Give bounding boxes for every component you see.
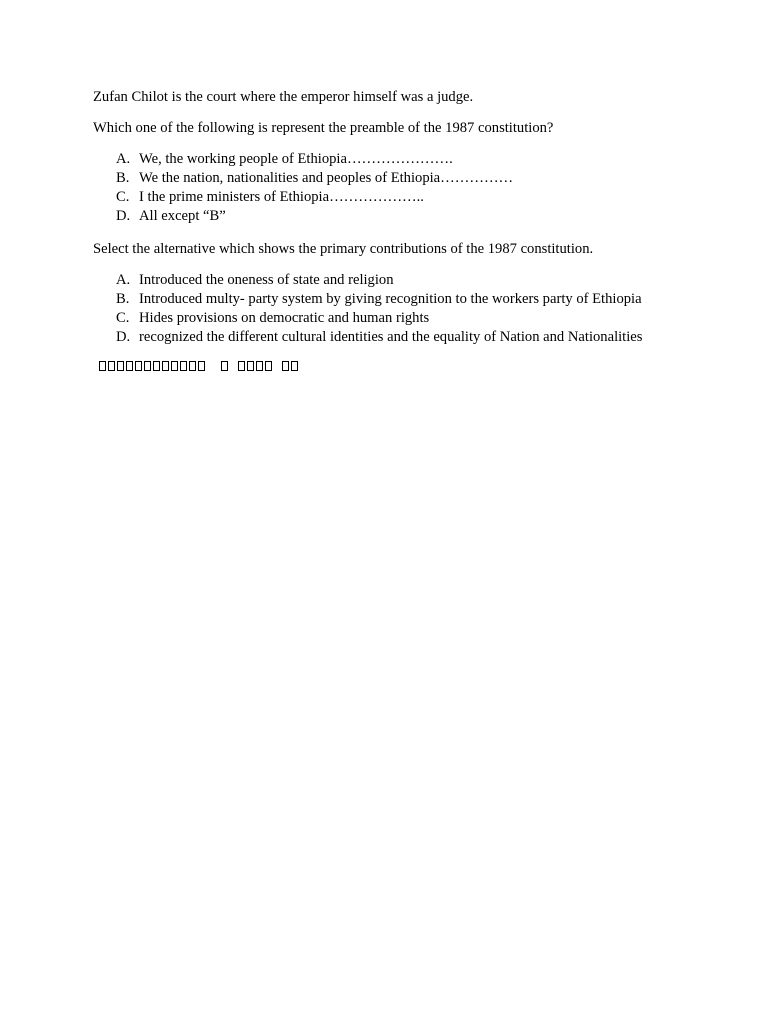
list-item [116,290,642,309]
option-letter: B. [116,170,130,186]
unrendered-glyph-line [99,361,300,371]
missing-glyph-box [265,361,272,371]
option-text: We, the working people of Ethiopia…………………. [139,151,453,167]
option-text: recognized the different cultural identities and the equality of Nation and Nationalities [139,329,643,345]
option-text: Introduced the oneness of state and religion [139,272,394,288]
missing-glyph-box [171,361,178,371]
missing-glyph-box [180,361,187,371]
missing-glyph-box [135,361,142,371]
missing-glyph-box [256,361,263,371]
list-item [116,271,642,290]
missing-glyph-box [291,361,298,371]
option-letter: C. [116,189,130,205]
option-letter: A. [116,272,131,288]
list-item [116,150,513,169]
missing-glyph-box [153,361,160,371]
question-2-options [116,271,642,347]
intro-statement: Zufan Chilot is the court where the emperor himself was a judge. [93,89,474,105]
option-letter: A. [116,151,131,167]
missing-glyph-box [126,361,133,371]
option-text: Introduced multy- party system by giving recognition to the workers party of Ethiopia [139,291,642,307]
option-text: We the nation, nationalities and peoples of Ethiopia…………… [139,170,514,186]
missing-glyph-box [144,361,151,371]
missing-glyph-box [99,361,106,371]
list-item [116,188,513,207]
option-letter: D. [116,329,131,345]
list-item [116,328,642,347]
list-item [116,309,642,328]
missing-glyph-box [108,361,115,371]
missing-glyph-box [162,361,169,371]
missing-glyph-box [221,361,228,371]
missing-glyph-box [282,361,289,371]
option-text: Hides provisions on democratic and human rights [139,310,430,326]
missing-glyph-box [247,361,254,371]
missing-glyph-box [117,361,124,371]
question-1: Which one of the following is represent the preamble of the 1987 constitution? [93,120,554,136]
question-2: Select the alternative which shows the primary contributions of the 1987 constitution. [93,241,594,257]
option-text: All except “B” [139,208,226,224]
option-text: I the prime ministers of Ethiopia……………….. [139,189,424,205]
option-letter: D. [116,208,131,224]
question-1-options [116,150,513,226]
option-letter: C. [116,310,130,326]
list-item [116,169,513,188]
list-item [116,207,513,226]
missing-glyph-box [189,361,196,371]
option-letter: B. [116,291,130,307]
missing-glyph-box [198,361,205,371]
missing-glyph-box [238,361,245,371]
